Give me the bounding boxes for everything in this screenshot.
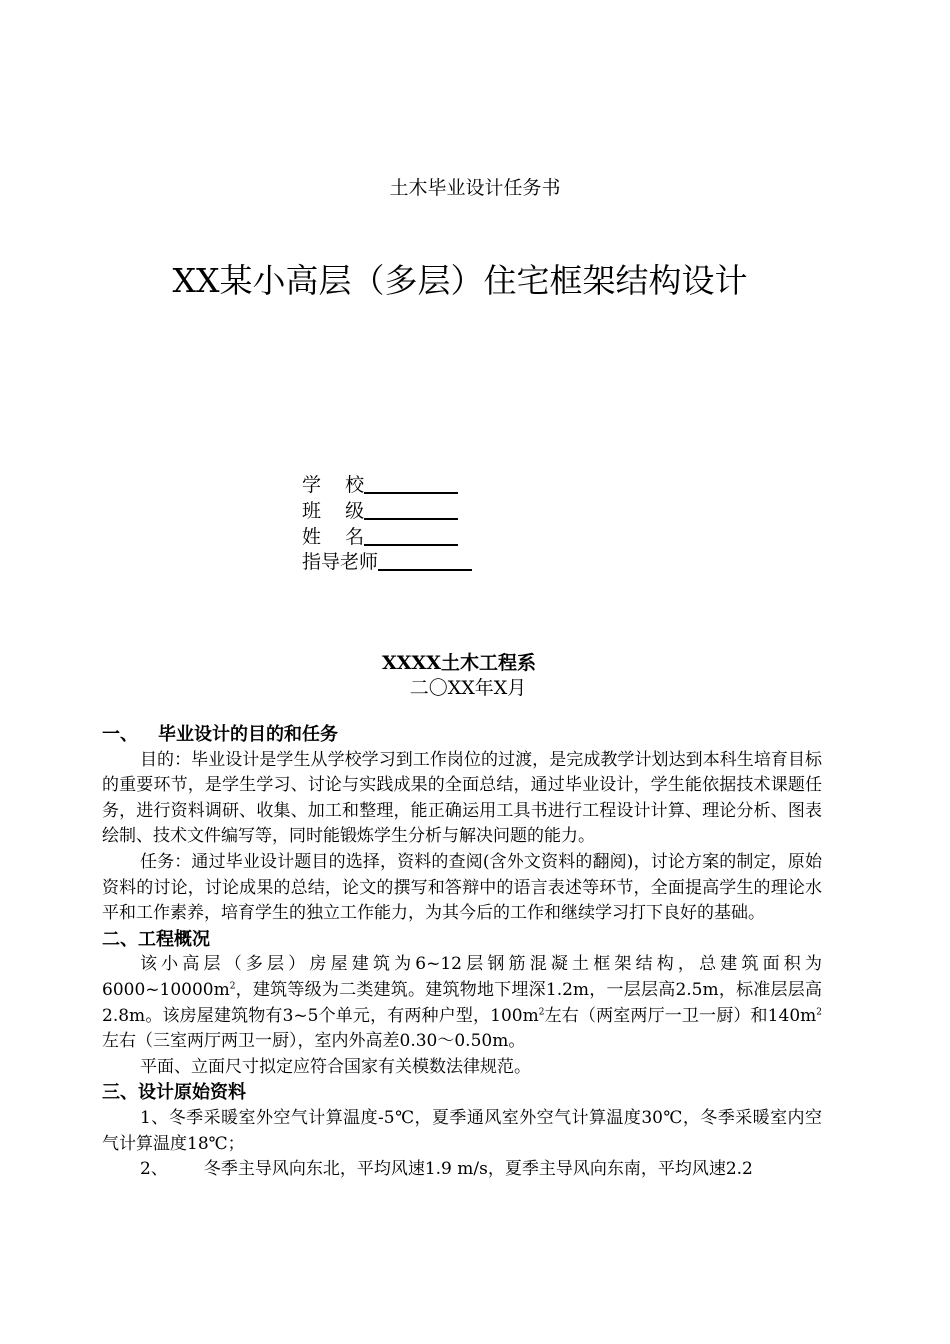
info-label: 学 校 — [302, 474, 365, 496]
section-title: 毕业设计的目的和任务 — [158, 724, 338, 745]
list-text: 冬季主导风向东北，平均风速1.9 m/s，夏季主导风向东南，平均风速2.2 — [203, 1159, 753, 1180]
info-label: 指导老师 — [302, 551, 379, 573]
document-body — [102, 722, 822, 1183]
list-item-2 — [102, 1157, 822, 1183]
info-label: 姓 名 — [302, 526, 365, 548]
section-heading-1 — [102, 722, 822, 748]
info-label: 班 级 — [302, 500, 365, 522]
section-heading-2: 二、工程概况 — [102, 928, 210, 950]
info-field-class — [302, 498, 458, 524]
section-number: 一、 — [102, 724, 138, 745]
paragraph-task: 任务：通过毕业设计题目的选择，资料的查阅(含外文资料的翻阅)，讨论方案的制定，原始资料的讨论，讨论成果的总结，论文的撰写和答辩中的语言表述等环节，全面提高学生的理论水平和工作素养，培育学生的独立工作能力，为其今后的工作和继续学习打下良好的基础。 — [102, 851, 822, 924]
paragraph-project-overview: 该小高层（多层）房屋建筑为6~12层钢筋混凝土框架结构，总建筑面积为$6000\sim 10000m^2$，建筑等级为二类建筑。建筑物地下埋深1.2m，一层层高2.5m，标准层层高2.8m。该房屋建筑物有3~5个单元，有两种户型，$100m^2$左右（两室两厅一卫一厨）和$140m^2$左右（三室两厅两卫一厨），室内外高差0.30～0.50m。 — [102, 954, 822, 1052]
paragraph-dimensions: 平面、立面尺寸拟定应符合国家有关模数法律规范。 — [140, 1056, 531, 1077]
fill-in-line[interactable] — [364, 524, 458, 546]
document-subtitle: 土木毕业设计任务书 — [389, 177, 561, 199]
info-field-advisor — [302, 549, 472, 575]
fill-in-line[interactable] — [378, 549, 472, 571]
list-number: 2、 — [140, 1159, 168, 1180]
paragraph-purpose: 目的：毕业设计是学生从学校学习到工作岗位的过渡，是完成教学计划达到本科生培育目标的重要环节，是学生学习、讨论与实践成果的全面总结，通过毕业设计，学生能依据技术课题任务，进行资料调研、收集、加工和整理，能正确运用工具书进行工程设计计算、理论分析、图表绘制、技术文件编写等，同时能锻炼学生分析与解决问题的能力。 — [102, 749, 822, 847]
section-heading-3: 三、设计原始资料 — [102, 1082, 246, 1104]
document-date: 二〇XX年X月 — [409, 677, 527, 699]
list-item-1: 1、冬季采暖室外空气计算温度-5℃，夏季通风室外空气计算温度30℃，冬季采暖室内空气计算温度18℃； — [102, 1107, 822, 1154]
info-field-school — [302, 472, 458, 498]
info-field-name — [302, 524, 458, 550]
fill-in-line[interactable] — [364, 472, 458, 494]
department-name: XXXX土木工程系 — [382, 652, 536, 674]
document-title: XX某小高层（多层）住宅框架结构设计 — [172, 261, 748, 300]
fill-in-line[interactable] — [364, 498, 458, 520]
